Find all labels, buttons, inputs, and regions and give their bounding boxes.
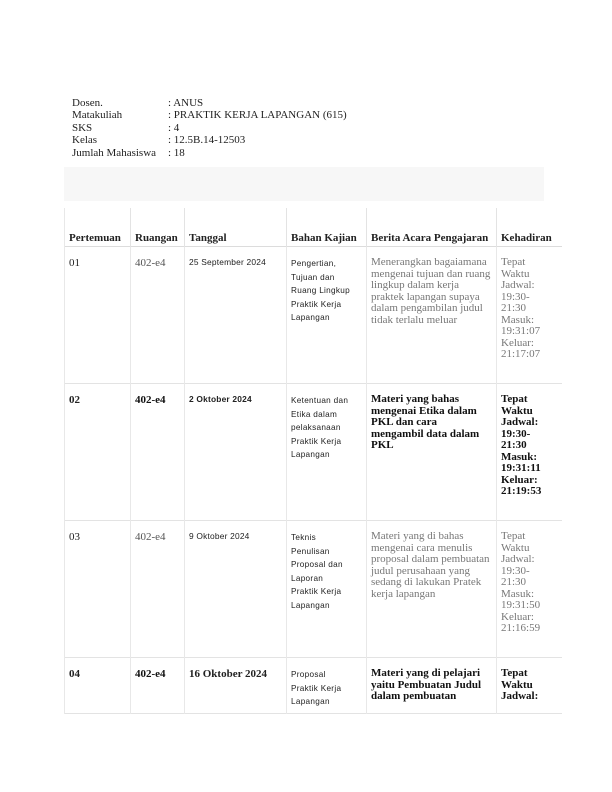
hadir-line: Waktu bbox=[501, 267, 530, 280]
hadir-line: 21:19:53 bbox=[501, 485, 542, 497]
table-row bbox=[65, 521, 562, 658]
hadir-line: Masuk: bbox=[501, 587, 534, 600]
hadir-line: Masuk: bbox=[501, 313, 534, 326]
cell-berita-acara: Materi yang bahas mengenai Etika dalam PKL dan cara mengambil data dalam PKL bbox=[367, 384, 497, 521]
col-header-ruangan: Ruangan bbox=[131, 208, 185, 247]
hadir-line: 19:31:50 bbox=[501, 599, 541, 611]
hadir-line: Tepat bbox=[501, 530, 526, 542]
cell-tanggal: 25 September 2024 bbox=[185, 247, 287, 384]
hadir-line: Jadwal: bbox=[501, 690, 539, 702]
bahan-line: Proposal bbox=[291, 670, 326, 679]
info-value: : PRAKTIK KERJA LAPANGAN (615) bbox=[168, 109, 347, 122]
bahan-line: Praktik Kerja bbox=[291, 587, 342, 597]
hadir-line: Keluar: bbox=[501, 610, 534, 623]
cell-berita-acara: Materi yang di bahas mengenai cara menulis proposal dalam pembuatan judul perusahaan yang sedang di lakukan Pratek kerja lapangan bbox=[367, 521, 497, 658]
info-value: : ANUS bbox=[168, 97, 204, 109]
hadir-line: 19:30- bbox=[501, 290, 530, 303]
hadir-line: 21:16:59 bbox=[501, 622, 541, 634]
hadir-line: Tepat bbox=[501, 667, 528, 679]
cell-bahan-kajian bbox=[287, 384, 367, 521]
info-value: : 12.5B.14-12503 bbox=[168, 134, 246, 147]
cell-berita-acara: Menerangkan bagaiamana mengenai tujuan dan ruang lingkup dalam kerja praktek lapangan supaya dalam pengambilan judul tidak terlalu meluar bbox=[367, 247, 497, 384]
info-key: Matakuliah bbox=[72, 109, 123, 122]
hadir-line: Masuk: bbox=[501, 450, 538, 463]
hadir-line: Waktu bbox=[501, 404, 533, 417]
info-row-matakuliah bbox=[72, 109, 347, 121]
hadir-line: 19:31:11 bbox=[501, 462, 541, 474]
hadir-line: 21:17:07 bbox=[501, 348, 541, 360]
col-header-berita-acara: Berita Acara Pengajaran bbox=[367, 208, 497, 247]
cell-pertemuan: 02 bbox=[65, 384, 131, 521]
cell-tanggal: 9 Oktober 2024 bbox=[185, 521, 287, 658]
bahan-line: Ruang Lingkup bbox=[291, 286, 350, 296]
cell-bahan-kajian bbox=[287, 658, 367, 714]
col-header-kehadiran: Kehadiran bbox=[501, 232, 552, 244]
table-row bbox=[65, 384, 562, 521]
hadir-line: Waktu bbox=[501, 541, 530, 554]
info-row-kelas bbox=[72, 134, 347, 146]
cell-kehadiran bbox=[497, 384, 562, 521]
bahan-line: Praktik Kerja bbox=[291, 436, 342, 446]
cell-kehadiran bbox=[497, 247, 562, 384]
hadir-line: 21:30 bbox=[501, 302, 527, 314]
hadir-line: 21:30 bbox=[501, 576, 527, 588]
cell-kehadiran bbox=[497, 521, 562, 658]
attendance-table bbox=[64, 208, 562, 714]
hadir-line: Jadwal: bbox=[501, 416, 539, 428]
info-key: Kelas bbox=[72, 134, 98, 147]
col-header-tanggal: Tanggal bbox=[185, 208, 287, 247]
cell-ruangan: 402-e4 bbox=[131, 384, 185, 521]
bahan-line: Lapangan bbox=[291, 697, 330, 707]
bahan-line: Lapangan bbox=[291, 450, 330, 460]
table-row bbox=[65, 658, 562, 714]
hadir-line: Jadwal: bbox=[501, 279, 535, 291]
info-value: : 4 bbox=[168, 121, 180, 134]
bahan-line: Laporan bbox=[291, 573, 324, 583]
cell-bahan-kajian bbox=[287, 521, 367, 658]
info-value: : 18 bbox=[168, 146, 185, 159]
bahan-line: Praktik Kerja bbox=[291, 299, 342, 309]
cell-tanggal: 2 Oktober 2024 bbox=[185, 384, 287, 521]
bahan-line: Proposal dan bbox=[291, 560, 343, 570]
cell-kehadiran bbox=[497, 658, 562, 714]
hadir-line: Waktu bbox=[501, 678, 533, 691]
info-row-dosen bbox=[72, 97, 347, 109]
cell-berita-acara: Materi yang di pelajari yaitu Pembuatan Judul dalam pembuatan bbox=[367, 658, 497, 714]
bahan-line: pelaksanaan bbox=[291, 423, 341, 433]
shaded-band bbox=[64, 167, 544, 201]
bahan-line: Ketentuan dan bbox=[291, 396, 349, 405]
table-header-row bbox=[65, 208, 562, 247]
cell-ruangan: 402-e4 bbox=[131, 247, 185, 384]
info-key: SKS bbox=[72, 121, 93, 134]
table-row bbox=[65, 247, 562, 384]
hadir-line: 19:31:07 bbox=[501, 325, 541, 337]
bahan-line: Penulisan bbox=[291, 546, 330, 556]
hadir-line: Keluar: bbox=[501, 473, 538, 486]
hadir-line: Keluar: bbox=[501, 336, 534, 349]
col-header-bahan-kajian: Bahan Kajian bbox=[287, 208, 367, 247]
cell-tanggal: 16 Oktober 2024 bbox=[185, 658, 287, 714]
course-info bbox=[72, 97, 347, 159]
col-header-pertemuan: Pertemuan bbox=[65, 208, 131, 247]
bahan-line: Praktik Kerja bbox=[291, 683, 342, 693]
bahan-line: Teknis bbox=[291, 533, 317, 542]
info-row-jumlah bbox=[72, 147, 347, 159]
bahan-line: Tujuan dan bbox=[291, 272, 335, 282]
bahan-line: Lapangan bbox=[291, 313, 330, 323]
hadir-line: 21:30 bbox=[501, 439, 527, 451]
cell-pertemuan: 03 bbox=[65, 521, 131, 658]
hadir-line: Tepat bbox=[501, 256, 526, 268]
cell-bahan-kajian bbox=[287, 247, 367, 384]
info-key: Jumlah Mahasiswa bbox=[72, 146, 157, 159]
bahan-line: Etika dalam bbox=[291, 409, 338, 419]
hadir-line: 19:30- bbox=[501, 427, 531, 440]
cell-ruangan: 402-e4 bbox=[131, 658, 185, 714]
info-key: Dosen. bbox=[72, 97, 103, 109]
bahan-line: Lapangan bbox=[291, 600, 330, 610]
bahan-line: Pengertian, bbox=[291, 259, 337, 268]
cell-pertemuan: 04 bbox=[65, 658, 131, 714]
hadir-line: 19:30- bbox=[501, 564, 530, 577]
cell-pertemuan: 01 bbox=[65, 247, 131, 384]
cell-ruangan: 402-e4 bbox=[131, 521, 185, 658]
info-row-sks bbox=[72, 122, 347, 134]
hadir-line: Jadwal: bbox=[501, 553, 535, 565]
hadir-line: Tepat bbox=[501, 393, 528, 405]
